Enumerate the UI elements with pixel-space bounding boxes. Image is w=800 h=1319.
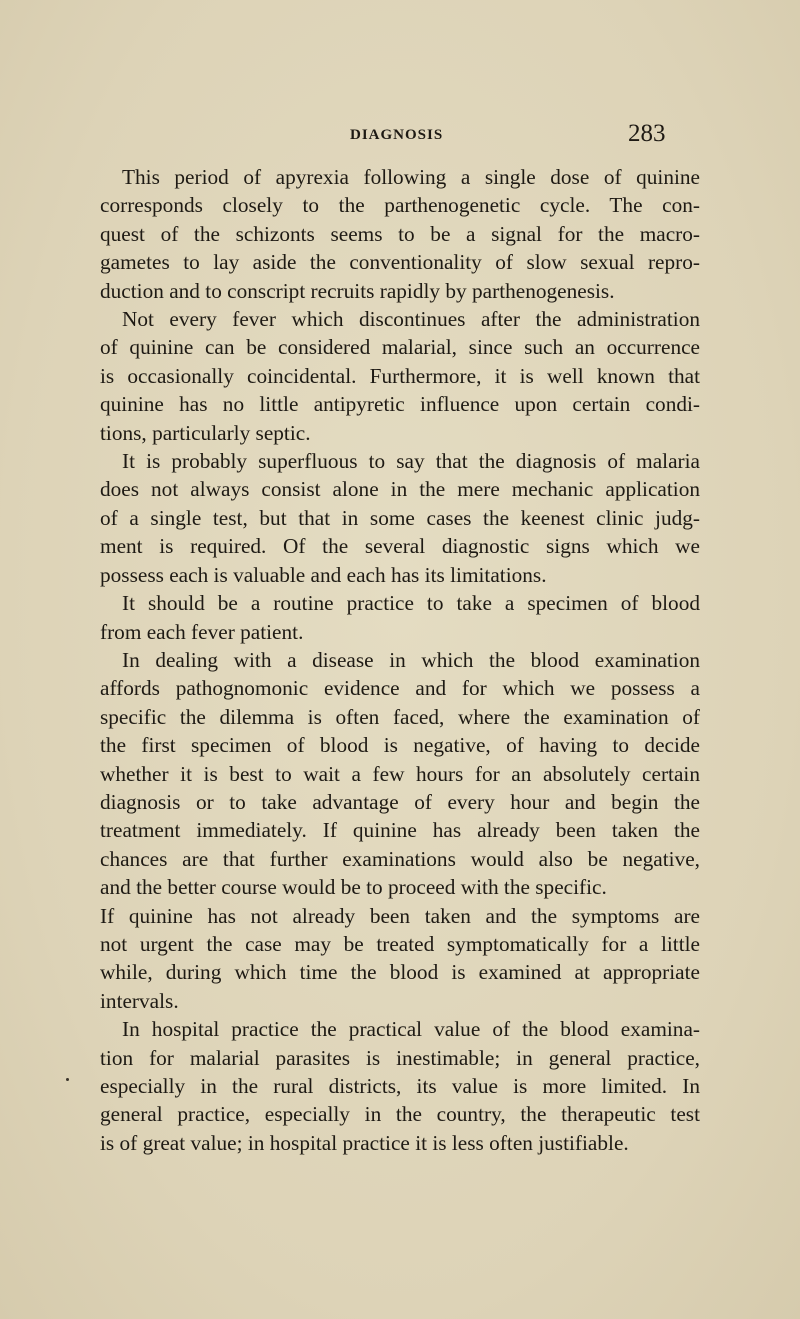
- text-line: tion for malarial parasites is inestimable; in general practice,: [100, 1045, 700, 1070]
- text-line: In dealing with a disease in which the blood examination: [122, 647, 700, 672]
- text-line: It is probably superfluous to say that the diagnosis of malaria: [122, 449, 700, 474]
- text-line: and the better course would be to proceed with the specific.: [100, 875, 607, 900]
- running-head: DIAGNOSIS: [350, 127, 444, 143]
- text-line: intervals.: [100, 988, 179, 1013]
- text-line: chances are that further examinations would also be negative,: [100, 846, 700, 871]
- text-line: not urgent the case may be treated symptomatically for a little: [100, 931, 700, 956]
- paper-speck: [66, 1078, 69, 1081]
- text-line: is of great value; in hospital practice it is less often justifiable.: [100, 1130, 629, 1155]
- page-number: 283: [628, 120, 666, 147]
- text-line: diagnosis or to take advantage of every hour and begin the: [100, 789, 700, 814]
- text-line: gametes to lay aside the conventionality of slow sexual repro-: [100, 250, 700, 275]
- text-line: does not always consist alone in the mere mechanic application: [100, 477, 700, 502]
- page-header: [0, 121, 800, 155]
- text-line: from each fever patient.: [100, 619, 304, 644]
- text-line: Not every fever which discontinues after the administration: [122, 307, 700, 332]
- text-line: affords pathognomonic evidence and for which we possess a: [100, 676, 700, 701]
- text-line: treatment immediately. If quinine has already been taken the: [100, 818, 700, 843]
- text-line: This period of apyrexia following a single dose of quinine: [122, 165, 700, 189]
- text-line: is occasionally coincidental. Furthermore, it is well known that: [100, 363, 700, 388]
- text-line: specific the dilemma is often faced, where the examination of: [100, 704, 700, 729]
- text-line: possess each is valuable and each has its limitations.: [100, 562, 547, 587]
- text-line: of quinine can be considered malarial, since such an occurrence: [100, 335, 700, 360]
- body-text: [100, 163, 700, 1157]
- text-line: while, during which time the blood is examined at appropriate: [100, 960, 700, 985]
- text-line: the first specimen of blood is negative, of having to decide: [100, 733, 700, 758]
- text-line: tions, particularly septic.: [100, 420, 311, 445]
- text-line: duction and to conscript recruits rapidly by parthenogenesis.: [100, 278, 615, 303]
- text-line: general practice, especially in the country, the therapeutic test: [100, 1102, 700, 1127]
- text-line: corresponds closely to the parthenogenetic cycle. The con-: [100, 193, 700, 218]
- text-line: quest of the schizonts seems to be a signal for the macro-: [100, 221, 700, 246]
- text-line: It should be a routine practice to take a specimen of blood: [122, 591, 700, 616]
- text-line: If quinine has not already been taken and the symptoms are: [100, 903, 700, 928]
- text-line: In hospital practice the practical value of the blood examina-: [122, 1017, 700, 1042]
- text-line: quinine has no little antipyretic influence upon certain condi-: [100, 392, 700, 417]
- text-line: of a single test, but that in some cases the keenest clinic judg-: [100, 505, 700, 530]
- text-line: ment is required. Of the several diagnostic signs which we: [100, 534, 700, 559]
- text-line: especially in the rural districts, its value is more limited. In: [100, 1074, 700, 1098]
- text-line: whether it is best to wait a few hours for an absolutely certain: [100, 761, 700, 786]
